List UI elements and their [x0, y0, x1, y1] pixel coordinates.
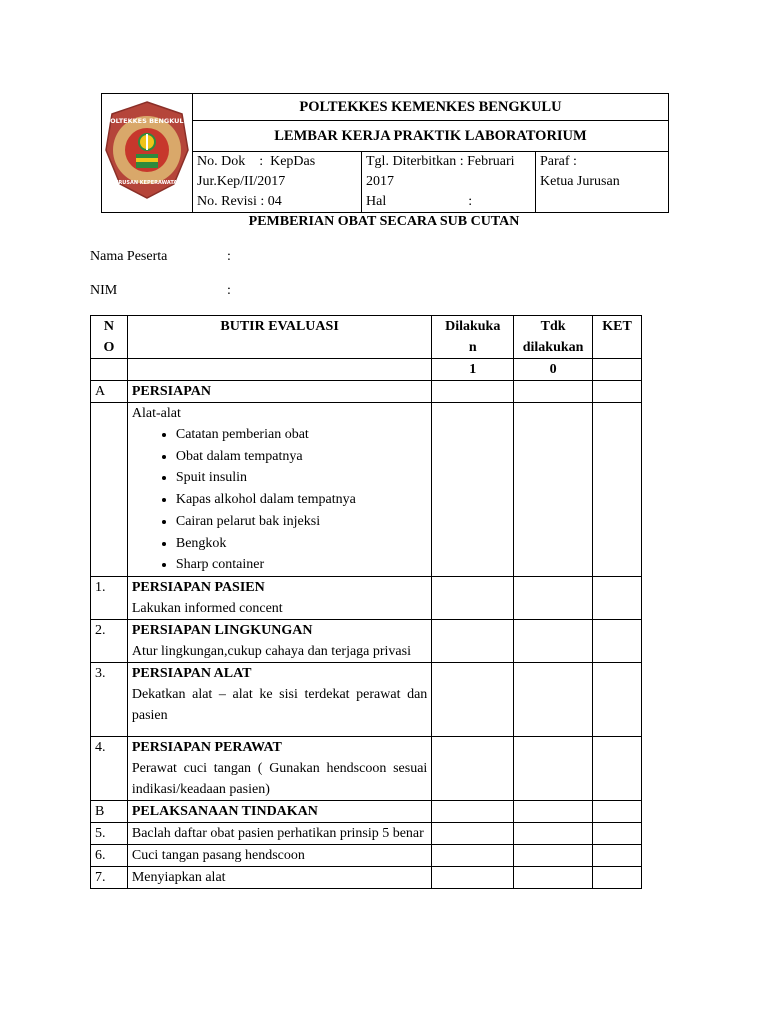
list-item: • Sharp container — [176, 554, 427, 576]
logo-cell — [102, 94, 193, 213]
section-no: B — [91, 800, 128, 822]
list-item: • Catatan pemberian obat — [176, 424, 427, 446]
table-row — [91, 662, 642, 736]
document-title: PEMBERIAN OBAT SECARA SUB CUTAN — [248, 214, 520, 229]
table-row — [91, 822, 642, 844]
list-item: • Spuit insulin — [176, 467, 427, 489]
logo-bottom-text: JURUSAN KEPERAWATAN — [112, 179, 182, 186]
tools-label: Alat-alat — [131, 406, 181, 421]
issue-date-line1: Tgl. Diterbitkan : Februari — [366, 154, 515, 169]
signature-label: Paraf : — [540, 154, 577, 169]
issue-date-line2: 2017 — [366, 174, 394, 189]
participant-name-colon: : — [227, 249, 231, 264]
list-item: • Obat dalam tempatnya — [176, 446, 427, 468]
step-no: 4. — [91, 736, 128, 800]
list-item: • Cairan pelarut bak injeksi — [176, 511, 427, 533]
doc-number-line2: Jur.Kep/II/2017 — [197, 174, 286, 189]
participant-name-label: Nama Peserta — [90, 249, 168, 264]
table-row — [91, 844, 642, 866]
revision-number: No. Revisi : 04 — [197, 194, 282, 209]
step-no: 1. — [91, 576, 128, 619]
section-title: PELAKSANAAN TINDAKAN — [127, 800, 431, 822]
score-not-done: 0 — [514, 359, 593, 381]
header-ket: KET — [593, 316, 642, 359]
tools-row — [91, 403, 642, 577]
tools-cell — [127, 403, 431, 577]
header-table — [101, 93, 669, 213]
step-text: Menyiapkan alat — [127, 866, 431, 888]
doc-number-line1: No. Dok : KepDas — [197, 154, 316, 169]
header-not-done: Tdk dilakukan — [514, 316, 593, 359]
step-text: Baclah daftar obat pasien perhatikan prinsip 5 benar — [127, 822, 431, 844]
section-row — [91, 381, 642, 403]
list-item: • Kapas alkohol dalam tempatnya — [176, 489, 427, 511]
step-title: PERSIAPAN PASIEN — [131, 579, 265, 595]
step-no: 5. — [91, 822, 128, 844]
score-done: 1 — [432, 359, 514, 381]
institution-name: POLTEKKES KEMENKES BENGKULU — [193, 94, 669, 121]
step-no: 3. — [91, 662, 128, 736]
header-done: Dilakuka n — [432, 316, 514, 359]
logo-top-text: POLTEKKES BENGKULU — [105, 116, 189, 125]
tools-list — [132, 424, 427, 576]
header-item: BUTIR EVALUASI — [127, 316, 431, 359]
score-row — [91, 359, 642, 381]
step-no: 7. — [91, 866, 128, 888]
nim-label: NIM — [90, 283, 118, 298]
step-no: 6. — [91, 844, 128, 866]
step-text: Lakukan informed concent — [131, 600, 283, 616]
step-title: PERSIAPAN ALAT — [131, 665, 252, 681]
doc-info-cell — [193, 152, 362, 213]
section-title: PERSIAPAN — [127, 381, 431, 403]
nim-colon: : — [227, 283, 231, 298]
step-text: Atur lingkungan,cukup cahaya dan terjaga privasi — [131, 643, 411, 659]
signature-cell — [536, 152, 669, 213]
evaluation-table — [90, 315, 642, 889]
list-item: • Bengkok — [176, 533, 427, 555]
section-no: A — [91, 381, 128, 403]
step-text: Dekatkan alat – alat ke sisi terdekat perawat dan pasien — [131, 686, 428, 723]
step-no: 2. — [91, 619, 128, 662]
institution-logo — [102, 98, 192, 202]
form-title: LEMBAR KERJA PRAKTIK LABORATORIUM — [193, 121, 669, 152]
step-title: PERSIAPAN LINGKUNGAN — [131, 622, 313, 638]
table-row — [91, 866, 642, 888]
page-colon: : — [468, 194, 473, 209]
page-label: Hal — [366, 194, 387, 209]
table-row — [91, 619, 642, 662]
step-title: PERSIAPAN PERAWAT — [131, 739, 282, 755]
step-text: Perawat cuci tangan ( Gunakan hendscoon sesuai indikasi/keadaan pasien) — [131, 760, 428, 797]
page-line — [366, 192, 531, 212]
section-row — [91, 800, 642, 822]
table-header-row — [91, 316, 642, 359]
issue-date-cell — [362, 152, 536, 213]
table-row — [91, 736, 642, 800]
signature-role: Ketua Jurusan — [540, 174, 620, 189]
step-text: Cuci tangan pasang hendscoon — [127, 844, 431, 866]
header-no: N O — [91, 316, 128, 359]
table-row — [91, 576, 642, 619]
